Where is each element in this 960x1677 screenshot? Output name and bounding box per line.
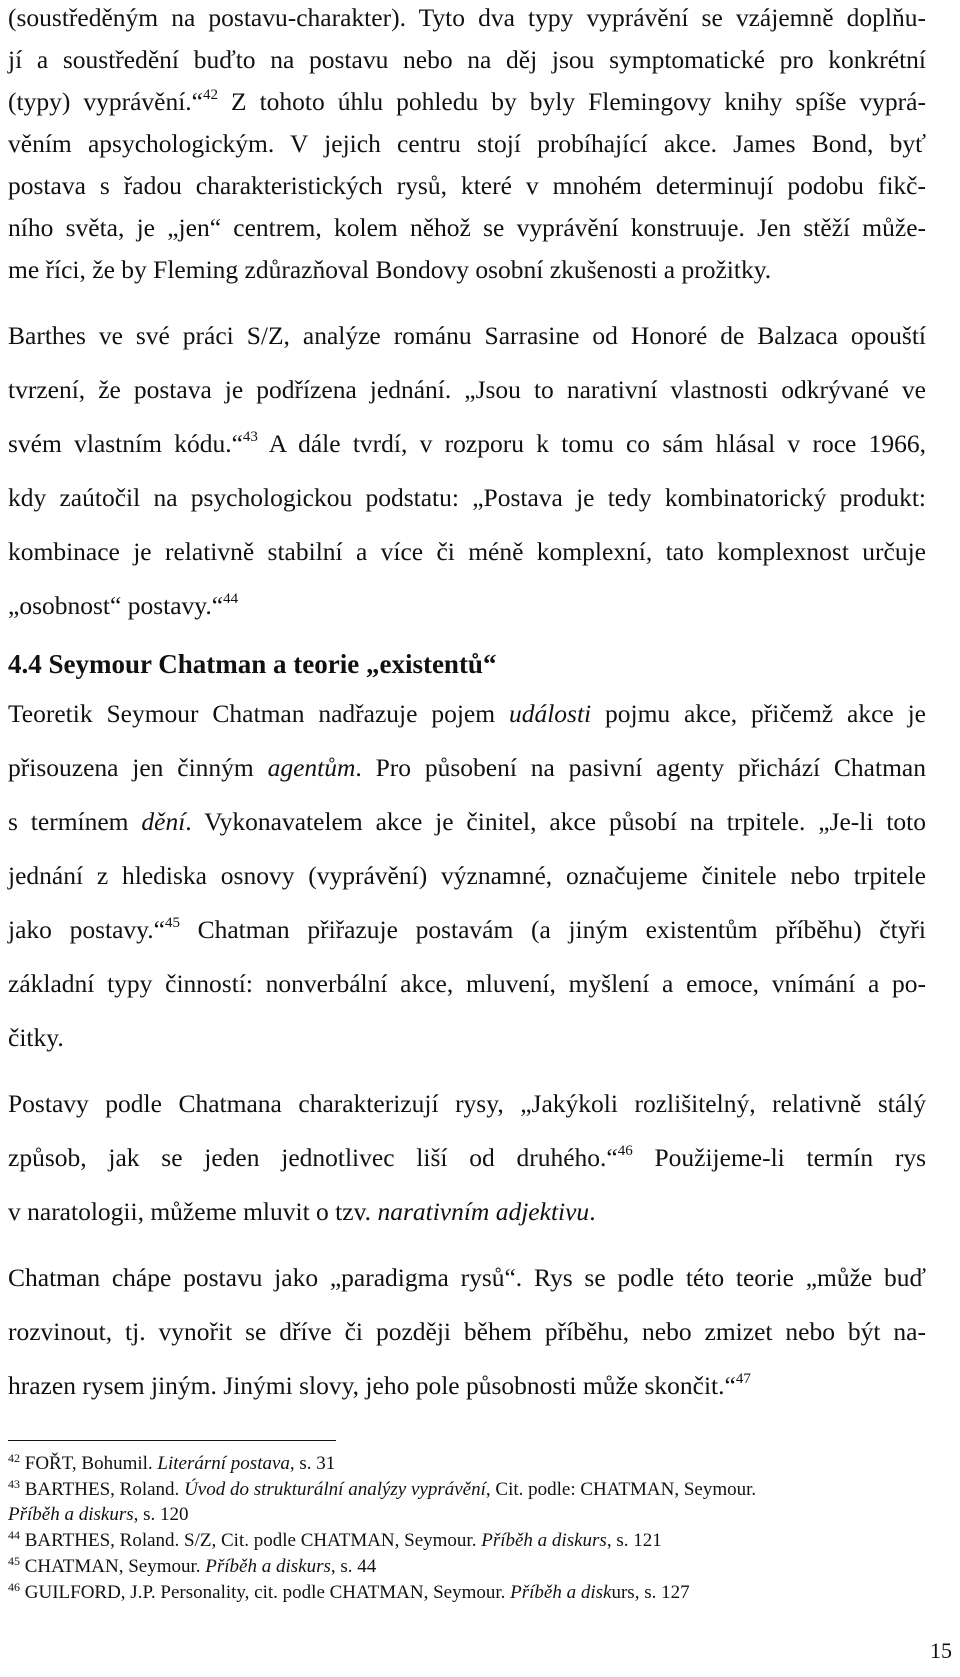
- text-line: [8, 752, 926, 784]
- text-run: urs, s. 127: [611, 1582, 690, 1603]
- text-run: CHATMAN, Seymour.: [20, 1556, 206, 1577]
- text-run: , s. 121: [606, 1530, 662, 1551]
- text-line: (soustředěným na postavu-charakter). Tyto dva typy vyprávění se vzájemně doplňu-: [8, 3, 926, 32]
- footnote-ref-43[interactable]: 43: [242, 429, 258, 445]
- text-line: postava s řadou charakteristických rysů, které v mnohém determinují podobu fikč-: [8, 171, 926, 200]
- text-run: , s. 120: [133, 1504, 189, 1525]
- text-run: Použijeme-li termín rys: [632, 1143, 926, 1172]
- footnote-number: 43: [8, 1477, 20, 1491]
- text-line: jí a soustředění buďto na postavu nebo na děj jsou symptomatické pro konkrétní: [8, 45, 926, 74]
- text-line: [8, 86, 926, 118]
- text-run: , Cit. podle: CHATMAN, Seymour.: [485, 1479, 757, 1500]
- footnote-number: 45: [8, 1554, 20, 1568]
- text-run: svém vlastním kódu.“: [8, 429, 243, 458]
- italic-title: Příběh a diskurs: [205, 1556, 331, 1577]
- text-line: [8, 1142, 926, 1174]
- footnote-ref-46[interactable]: 46: [617, 1143, 633, 1159]
- text-run: s termínem: [8, 807, 142, 836]
- text-line: [8, 806, 926, 838]
- text-run: .: [589, 1197, 596, 1226]
- text-run: hrazen rysem jiným. Jinými slovy, jeho pole působnosti může skončit.“: [8, 1371, 736, 1400]
- text-run: Chatman přiřazuje postavám (a jiným existentům příběhu) čtyři: [179, 915, 926, 944]
- italic-term: dění: [141, 807, 186, 836]
- text-line: kdy zaútočil na psychologickou podstatu: „Postava je tedy kombinatorický produkt:: [8, 483, 926, 512]
- text-line: základní typy činností: nonverbální akce, mluvení, myšlení a emoce, vnímání a po-: [8, 969, 926, 998]
- footnote-ref-44[interactable]: 44: [223, 591, 239, 607]
- italic-title: Příběh a diskurs: [481, 1530, 607, 1551]
- text-line: [8, 428, 926, 460]
- page-number: 15: [930, 1638, 952, 1663]
- text-line: [8, 914, 926, 946]
- italic-term: události: [508, 699, 592, 728]
- text-run: Z tohoto úhlu pohledu by byly Flemingovy knihy spíše vyprá-: [217, 87, 926, 116]
- text-run: způsob, jak se jeden jednotlivec liší od druhého.“: [8, 1143, 618, 1172]
- text-run: jako postavy.“: [8, 915, 165, 944]
- italic-title: Příběh a diskurs: [8, 1504, 134, 1525]
- text-line: [8, 698, 926, 730]
- footnote-ref-45[interactable]: 45: [164, 915, 180, 931]
- text-run: Teoretik Seymour Chatman nadřazuje pojem: [8, 699, 509, 728]
- footnote-44: [8, 1529, 662, 1553]
- text-line: [8, 1370, 751, 1402]
- text-run: . Pro působení na pasivní agenty přichází Chatman: [355, 753, 926, 782]
- text-run: v naratologii, můžeme mluvit o tzv.: [8, 1197, 378, 1226]
- text-run: , s. 44: [330, 1556, 377, 1577]
- footnote-ref-42[interactable]: 42: [202, 87, 218, 103]
- italic-title: Literární postava: [157, 1453, 290, 1474]
- text-line: [8, 590, 238, 622]
- text-line: [8, 1196, 596, 1228]
- section-heading: 4.4 Seymour Chatman a teorie „existentů“: [8, 649, 497, 679]
- text-line: tvrzení, že postava je podřízena jednání. „Jsou to narativní vlastnosti odkrývané ve: [8, 375, 926, 404]
- text-run: . Vykonavatelem akce je činitel, akce působí na trpitele. „Je-li toto: [185, 807, 927, 836]
- footnote-42: [8, 1452, 335, 1476]
- footnote-46: [8, 1581, 690, 1605]
- footnote-number: 42: [8, 1451, 20, 1465]
- footnote-number: 46: [8, 1580, 20, 1594]
- footnote-43-cont: [8, 1503, 189, 1527]
- footnote-number: 44: [8, 1528, 20, 1542]
- text-run: přisouzena jen činným: [8, 753, 268, 782]
- italic-term: narativním adjektivu: [377, 1197, 590, 1226]
- text-line: rozvinout, tj. vynořit se dříve či později během příběhu, nebo zmizet nebo být na-: [8, 1317, 926, 1346]
- text-line: Postavy podle Chatmana charakterizují rysy, „Jakýkoli rozlišitelný, relativně stálý: [8, 1089, 926, 1118]
- text-run: FOŘT, Bohumil.: [20, 1453, 158, 1474]
- footnote-ref-47[interactable]: 47: [735, 1371, 751, 1387]
- footnote-separator: [8, 1440, 336, 1441]
- text-run: GUILFORD, J.P. Personality, cit. podle CHATMAN, Seymour.: [20, 1582, 511, 1603]
- italic-title: Úvod do strukturální analýzy vyprávění: [184, 1479, 486, 1500]
- text-run: BARTHES, Roland.: [20, 1479, 185, 1500]
- text-line: ního světa, je „jen“ centrem, kolem něhož se vyprávění konstruuje. Jen stěží může-: [8, 213, 926, 242]
- text-line: věním apsychologickým. V jejich centru stojí probíhající akce. James Bond, byť: [8, 129, 926, 158]
- italic-title: Příběh a disk: [510, 1582, 612, 1603]
- text-line: čitky.: [8, 1023, 64, 1052]
- text-line: jednání z hlediska osnovy (vyprávění) významné, označujeme činitele nebo trpitele: [8, 861, 926, 890]
- text-line: me říci, že by Fleming zdůrazňoval Bondovy osobní zkušenosti a prožitky.: [8, 255, 772, 284]
- footnote-43: [8, 1478, 756, 1502]
- text-line: Barthes ve své práci S/Z, analýze románu Sarrasine od Honoré de Balzaca opouští: [8, 321, 926, 350]
- text-run: „osobnost“ postavy.“: [8, 591, 224, 620]
- italic-term: agentům: [267, 753, 356, 782]
- text-run: A dále tvrdí, v rozporu k tomu co sám hlásal v roce 1966,: [257, 429, 926, 458]
- text-run: BARTHES, Roland. S/Z, Cit. podle CHATMAN, Seymour.: [20, 1530, 482, 1551]
- text-line: Chatman chápe postavu jako „paradigma rysů“. Rys se podle této teorie „může buď: [8, 1263, 926, 1292]
- text-run: , s. 31: [289, 1453, 336, 1474]
- text-run: (typy) vyprávění.“: [8, 87, 203, 116]
- text-line: kombinace je relativně stabilní a více či méně komplexní, tato komplexnost určuje: [8, 537, 926, 566]
- text-run: pojmu akce, přičemž akce je: [591, 699, 926, 728]
- footnote-45: [8, 1555, 376, 1579]
